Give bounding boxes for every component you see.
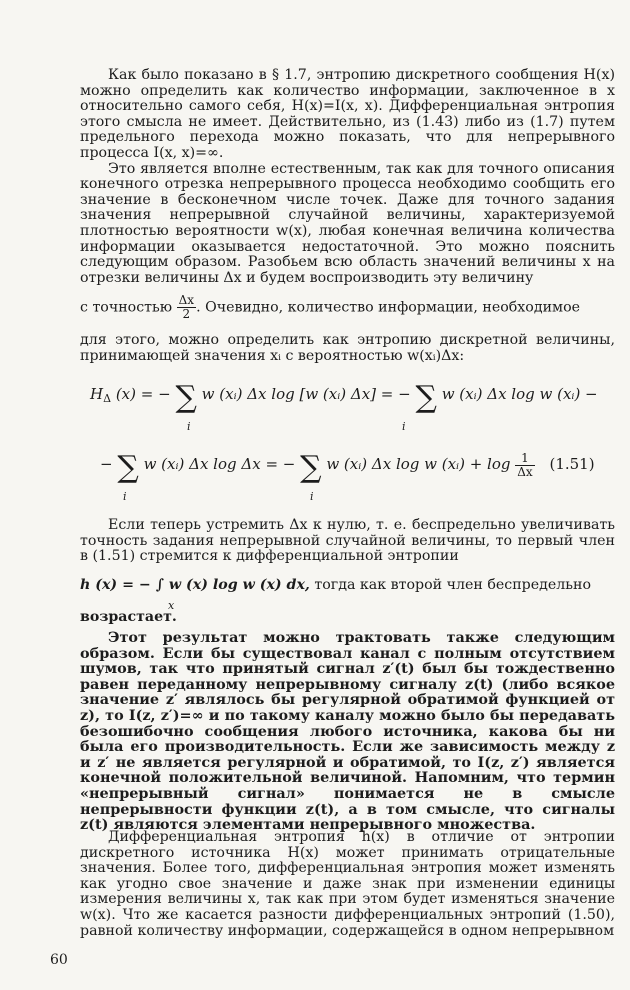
fraction-numerator: 1	[515, 452, 534, 466]
sum-index: i	[123, 490, 127, 503]
eq-part-2b: w (xᵢ) Δx log Δx = −	[143, 455, 296, 473]
sum-index: i	[402, 420, 406, 433]
text-block-entropy-intro	[80, 333, 615, 364]
eq-part-1b: w (xᵢ) Δx log [w (xᵢ) Δx] = −	[201, 385, 411, 403]
eq-part-2a: −	[100, 455, 113, 473]
text-block-top	[80, 68, 615, 286]
sum-symbol: ∑	[415, 380, 437, 415]
paragraph-3-end: возрастает.	[80, 609, 177, 625]
paragraph-2: Это является вполне естественным, так как для точного описания конечного отрезка непрерывного процесса необходимо сообщить его значение в бесконечном числе точек. Даже для точного задания значения непрерывной случайной величины, характеризуемой плотностью вероятности w(x), любая конечная величина количества информации оказывается недостаточной. Это можно пояснить следующим образом. Разобьем всю область значений величины x на отрезки величины Δx и будем воспроизводить эту величину	[80, 160, 615, 286]
eq-H-subscript: Δ	[103, 392, 112, 405]
fraction-denominator: 2	[182, 307, 191, 321]
sum-symbol: ∑	[117, 450, 139, 485]
accuracy-line	[80, 294, 615, 320]
accuracy-text-before: с точностью	[80, 299, 173, 316]
one-over-delta-fraction	[515, 452, 534, 479]
text-block-grows	[80, 610, 615, 626]
equation-line-1	[90, 380, 598, 415]
differential-entropy-line	[80, 572, 615, 598]
paragraph-3-continuation: тогда как второй член беспредельно	[314, 577, 592, 593]
fraction-denominator: Δx	[517, 464, 533, 479]
sum-index: i	[187, 420, 191, 433]
fraction-numerator: Δx	[178, 293, 195, 307]
paragraph-3: Если теперь устремить Δx к нулю, т. е. беспредельно увеличивать точность задания непрерывной случайной величины, то первый член в (1.51) стремится к дифференциальной энтропии	[80, 517, 615, 565]
sum-symbol: ∑	[300, 450, 322, 485]
paragraph-4: Этот результат можно трактовать также следующим образом. Если бы существовал канал с полным отсутствием шумов, так что принятый сигнал z′(t) был бы тождественно равен переданному непрерывному сигналу z(t) (либо всякое значение z′ являлось бы регулярной обратимой функцией от z), то I(z, z′)=∞ и по такому каналу можно было бы передавать безошибочно сообщения любого источника, какова бы ни была его производительность. Если же зависимость между z и z′ не является регулярной и обратимой, то I(z, z′) является конечной положительной величиной. Напомним, что термин «непрерывный сигнал» понимается не в смысле непрерывности функции z(t), а в том смысле, что сигналы z(t) являются элементами непрерывного множества.	[80, 629, 615, 834]
accuracy-text-after: . Очевидно, количество информации, необходимое	[196, 299, 581, 316]
eq-part-2c: w (xᵢ) Δx log w (xᵢ) + log	[326, 455, 511, 473]
text-block-bottom	[80, 830, 615, 939]
eq-part-1c: w (xᵢ) Δx log w (xᵢ) −	[441, 385, 598, 403]
paragraph-1: Как было показано в § 1.7, энтропию дискретного сообщения H(x) можно определить как количество информации, заключенное в x относительно самого себя, H(x)=I(x, x). Дифференциальная энтропия этого смысла не имеет. Действительно, из (1.43) либо из (1.7) путем предельного перехода можно показать, что для непрерывного процесса I(x, x)=∞.	[80, 67, 615, 161]
eq-H: H	[90, 385, 104, 403]
integral-index: x	[168, 599, 175, 612]
paragraph-5: Дифференциальная энтропия h(x) в отличие от энтропии дискретного источника H(x) может принимать отрицательные значения. Более того, дифференциальная энтропия может изменять как угодно свое значение и даже знак при изменении единицы измерения величины x, так как при этом будет изменяться значение w(x). Что же касается разности дифференциальных энтропий (1.50), равной количеству информации, содержащейся в одном непрерывном	[80, 829, 615, 939]
differential-entropy-formula: h (x) = − ∫ w (x) log w (x) dx,	[80, 577, 310, 593]
half-delta-fraction	[177, 294, 196, 321]
text-block-channel	[80, 630, 615, 833]
paragraph-2-end: для этого, можно определить как энтропию дискретной величины, принимающей значения xᵢ с вероятностью w(xᵢ)Δx:	[80, 332, 615, 364]
equation-1-51	[80, 380, 620, 510]
page-number: 60	[50, 952, 68, 968]
sum-index: i	[310, 490, 314, 503]
equation-number: (1.51)	[549, 455, 595, 473]
text-block-limit	[80, 518, 615, 565]
sum-symbol: ∑	[175, 380, 197, 415]
eq-part-1a: (x) = −	[115, 385, 171, 403]
equation-line-2	[100, 450, 595, 485]
